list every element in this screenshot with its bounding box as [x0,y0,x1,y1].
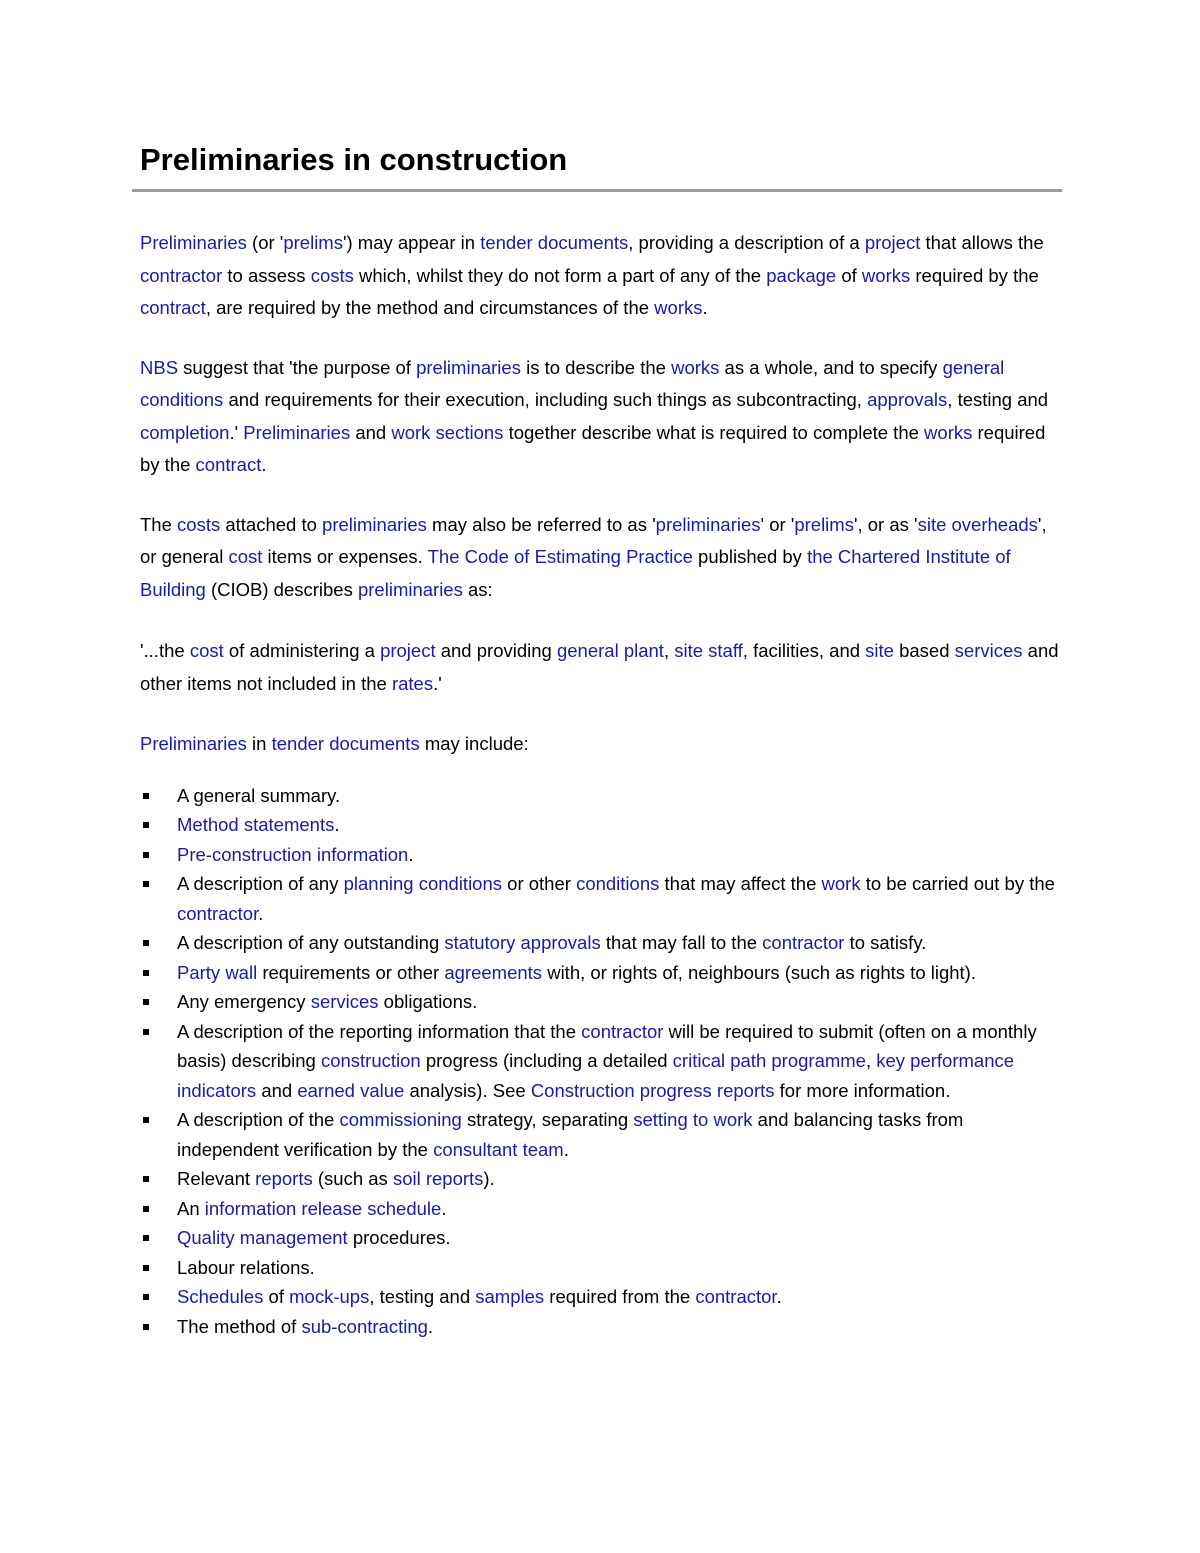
text-run: and balancing tasks from independent verification by the [177,1109,964,1160]
link-services[interactable]: services [310,991,379,1012]
text-run: required by the [910,264,1039,286]
list-item [140,1253,1062,1283]
text-run: required by the [140,421,1046,475]
link-setting-to-work[interactable]: setting to work [633,1109,753,1130]
link-works[interactable]: works [924,421,973,443]
text-run: , [865,1050,877,1071]
link-contractor[interactable]: contractor [695,1286,777,1307]
text-run: and providing [435,640,557,661]
link-schedules[interactable]: Schedules [177,1286,264,1307]
text-run: , facilities, and [742,640,866,661]
square-bullet-icon [143,999,149,1005]
text-run: . [702,297,708,318]
link-nbs[interactable]: NBS [140,356,179,378]
list-item [140,1312,1062,1342]
text-run: of [836,264,862,286]
text-run: of [263,1286,290,1307]
text-run: that may fall to the [600,932,763,953]
text-run: as a whole, and to specify [719,356,943,378]
text-run: , [663,640,675,661]
text-run: published by [692,546,808,567]
text-run: (or ' [246,232,284,253]
text-run: to be carried out by the [860,873,1055,894]
link-contractor[interactable]: contractor [581,1020,664,1042]
square-bullet-icon [143,1029,149,1035]
link-preliminaries[interactable]: Preliminaries [140,733,247,754]
square-bullet-icon [143,1235,149,1241]
link-costs[interactable]: costs [177,513,221,535]
text-run: and requirements for their execution, including such things as subcontracting, [223,389,868,410]
text-run: , are required by the method and circumstances of the [205,297,655,318]
text-run: with, or rights of, neighbours (such as rights to light). [542,961,976,983]
link-conditions[interactable]: conditions [576,873,660,894]
text-run: An [177,1197,205,1219]
link-the-code-of-estimating-practice[interactable]: The Code of Estimating Practice [427,546,693,567]
link-preliminaries[interactable]: preliminaries [357,578,463,600]
link-critical-path-programme[interactable]: critical path programme [672,1050,866,1071]
text-run: as: [462,578,493,600]
text-run: . [441,1197,447,1219]
square-bullet-icon [143,881,149,887]
list-item [140,1282,1062,1312]
text-run: .' [229,421,244,443]
link-method-statements[interactable]: Method statements [177,814,335,835]
paragraph-list-intro [140,728,1062,761]
link-the-chartered-institute-of-building[interactable]: the Chartered Institute of Building [140,546,1011,600]
link-party-wall[interactable]: Party wall [177,961,258,983]
link-completion[interactable]: completion [140,421,230,443]
list-item [140,987,1062,1017]
link-consultant-team[interactable]: consultant team [433,1138,564,1160]
text-run: and [350,421,392,443]
text-run: . [408,843,414,865]
link-key-performance-indicators[interactable]: key performance indicators [177,1050,1015,1101]
text-run: that may affect the [659,873,822,894]
text-run: and [256,1079,298,1101]
paragraph-intro [140,227,1062,325]
text-run: to satisfy. [844,932,927,953]
text-run: . [427,1315,434,1337]
text-run: for more information. [774,1079,951,1101]
paragraph-nbs [140,352,1062,482]
text-run: .' [433,672,442,694]
square-bullet-icon [143,940,149,946]
text-run: procedures. [347,1227,451,1248]
list-item [140,840,1062,870]
text-run: A description of any outstanding [177,932,445,953]
square-bullet-icon [143,852,149,858]
link-tender-documents[interactable]: tender documents [480,232,629,253]
link-cost[interactable]: cost [228,546,263,567]
list-item [140,1105,1062,1164]
link-preliminaries[interactable]: preliminaries [655,513,761,535]
link-general-conditions[interactable]: general conditions [140,356,1005,410]
text-run: together describe what is required to complete the [503,421,925,443]
link-mock-ups[interactable]: mock-ups [289,1286,370,1307]
square-bullet-icon [143,793,149,799]
list-item [140,1017,1062,1106]
link-package[interactable]: package [766,264,837,286]
text-run: Relevant [177,1168,256,1189]
link-construction[interactable]: construction [320,1050,421,1071]
link-works[interactable]: works [671,356,720,378]
link-preliminaries[interactable]: preliminaries [416,356,521,378]
link-reports[interactable]: reports [255,1168,313,1189]
preliminaries-list [140,781,1062,1342]
square-bullet-icon [143,1117,149,1123]
link-contract[interactable]: contract [140,297,206,318]
text-run: may also be referred to as ' [426,513,656,535]
square-bullet-icon [143,1324,149,1330]
text-run: items or expenses. [262,546,428,567]
link-contractor[interactable]: contractor [177,902,259,924]
list-item [140,928,1062,958]
text-run: ). [483,1168,495,1189]
text-run: . [563,1138,569,1160]
link-services[interactable]: services [954,640,1023,661]
text-run: . [776,1286,782,1307]
text-run: Any emergency [177,991,311,1012]
list-item [140,958,1062,988]
link-prelims[interactable]: prelims [283,232,343,253]
link-work-sections[interactable]: work sections [391,421,504,443]
link-contract[interactable]: contract [195,454,262,475]
text-run: , providing a description of a [628,232,865,253]
link-earned-value[interactable]: earned value [297,1079,405,1101]
text-run: A description of any [177,873,344,894]
link-commissioning[interactable]: commissioning [339,1109,462,1130]
list-item [140,1223,1062,1253]
list-item [140,810,1062,840]
text-run: (CIOB) describes [205,578,358,600]
link-works[interactable]: works [861,264,911,286]
link-prelims[interactable]: prelims [794,513,854,535]
link-agreements[interactable]: agreements [444,961,543,983]
link-preliminaries[interactable]: Preliminaries [243,421,351,443]
text-run: obligations. [378,991,478,1012]
link-costs[interactable]: costs [310,264,354,286]
link-contractor[interactable]: contractor [762,932,845,953]
link-quality-management[interactable]: Quality management [177,1227,348,1248]
link-site-staff[interactable]: site staff [674,640,743,661]
text-run: progress (including a detailed [420,1050,673,1071]
link-samples[interactable]: samples [475,1286,545,1307]
text-run: A general summary. [177,784,341,806]
text-run: will be required to submit (often on a monthly basis) describing [177,1020,1037,1071]
text-run: ' or ' [760,513,795,535]
text-run: (such as [312,1168,393,1189]
square-bullet-icon [143,1206,149,1212]
link-general-plant[interactable]: general plant [556,640,664,661]
link-works[interactable]: works [654,297,703,318]
link-work[interactable]: work [821,873,861,894]
text-run: ', or general [140,513,1047,567]
square-bullet-icon [143,1294,149,1300]
paragraph-quote [140,635,1062,700]
text-run: analysis). See [404,1079,531,1101]
text-run: based [893,640,955,661]
list-item [140,1164,1062,1194]
square-bullet-icon [143,1176,149,1182]
list-item [140,781,1062,811]
text-run: required from the [544,1286,696,1307]
square-bullet-icon [143,1265,149,1271]
text-run: A description of the [177,1109,340,1130]
square-bullet-icon [143,822,149,828]
text-run: , testing and [947,389,1049,410]
link-tender-documents[interactable]: tender documents [271,733,420,754]
link-rates[interactable]: rates [391,672,434,694]
text-run: or other [502,873,577,894]
title-divider [132,189,1062,192]
page-title: Preliminaries in construction [140,142,568,177]
link-information-release-schedule[interactable]: information release schedule [204,1197,442,1219]
text-run: to assess [222,264,311,286]
list-item [140,1194,1062,1224]
link-approvals[interactable]: approvals [867,389,948,410]
square-bullet-icon [143,970,149,976]
text-run: and other items not included in the [140,640,1059,694]
text-run: . [334,814,340,835]
link-statutory-approvals[interactable]: statutory approvals [444,932,601,953]
text-run: ', or as ' [853,513,918,535]
link-contractor[interactable]: contractor [140,264,223,286]
text-run: requirements or other [257,961,445,983]
list-item [140,869,1062,928]
article [140,140,1062,1341]
link-site[interactable]: site [865,640,894,661]
text-run: strategy, separating [461,1109,634,1130]
text-run: , testing and [369,1286,476,1307]
text-run: . [261,454,267,475]
paragraph-costs [140,509,1062,607]
text-run: The method of [177,1315,302,1337]
link-project[interactable]: project [864,232,921,253]
text-run: that allows the [920,232,1044,253]
text-run: A description of the reporting information that the [177,1020,582,1042]
link-planning-conditions[interactable]: planning conditions [343,873,503,894]
link-sub-contracting[interactable]: sub-contracting [301,1315,428,1337]
link-pre-construction-information[interactable]: Pre-construction information [177,843,409,865]
text-run: which, whilst they do not form a part of any of the [353,264,767,286]
text-run: of administering a [223,640,381,661]
link-site-overheads[interactable]: site overheads [917,513,1038,535]
text-run: in [246,733,272,754]
link-construction-progress-reports[interactable]: Construction progress reports [530,1079,775,1101]
text-run: may include: [419,733,529,754]
link-soil-reports[interactable]: soil reports [392,1168,484,1189]
text-run: . [258,902,264,924]
text-run: is to describe the [520,356,672,378]
link-project[interactable]: project [380,640,436,661]
link-preliminaries[interactable]: Preliminaries [140,232,247,253]
text-run: attached to [220,513,323,535]
text-run: The [140,513,178,535]
link-preliminaries[interactable]: preliminaries [322,513,427,535]
text-run: Labour relations. [177,1256,315,1278]
link-cost[interactable]: cost [189,640,224,661]
text-run: '...the [140,640,190,661]
text-run: ') may appear in [342,232,481,253]
text-run: suggest that 'the purpose of [178,356,417,378]
